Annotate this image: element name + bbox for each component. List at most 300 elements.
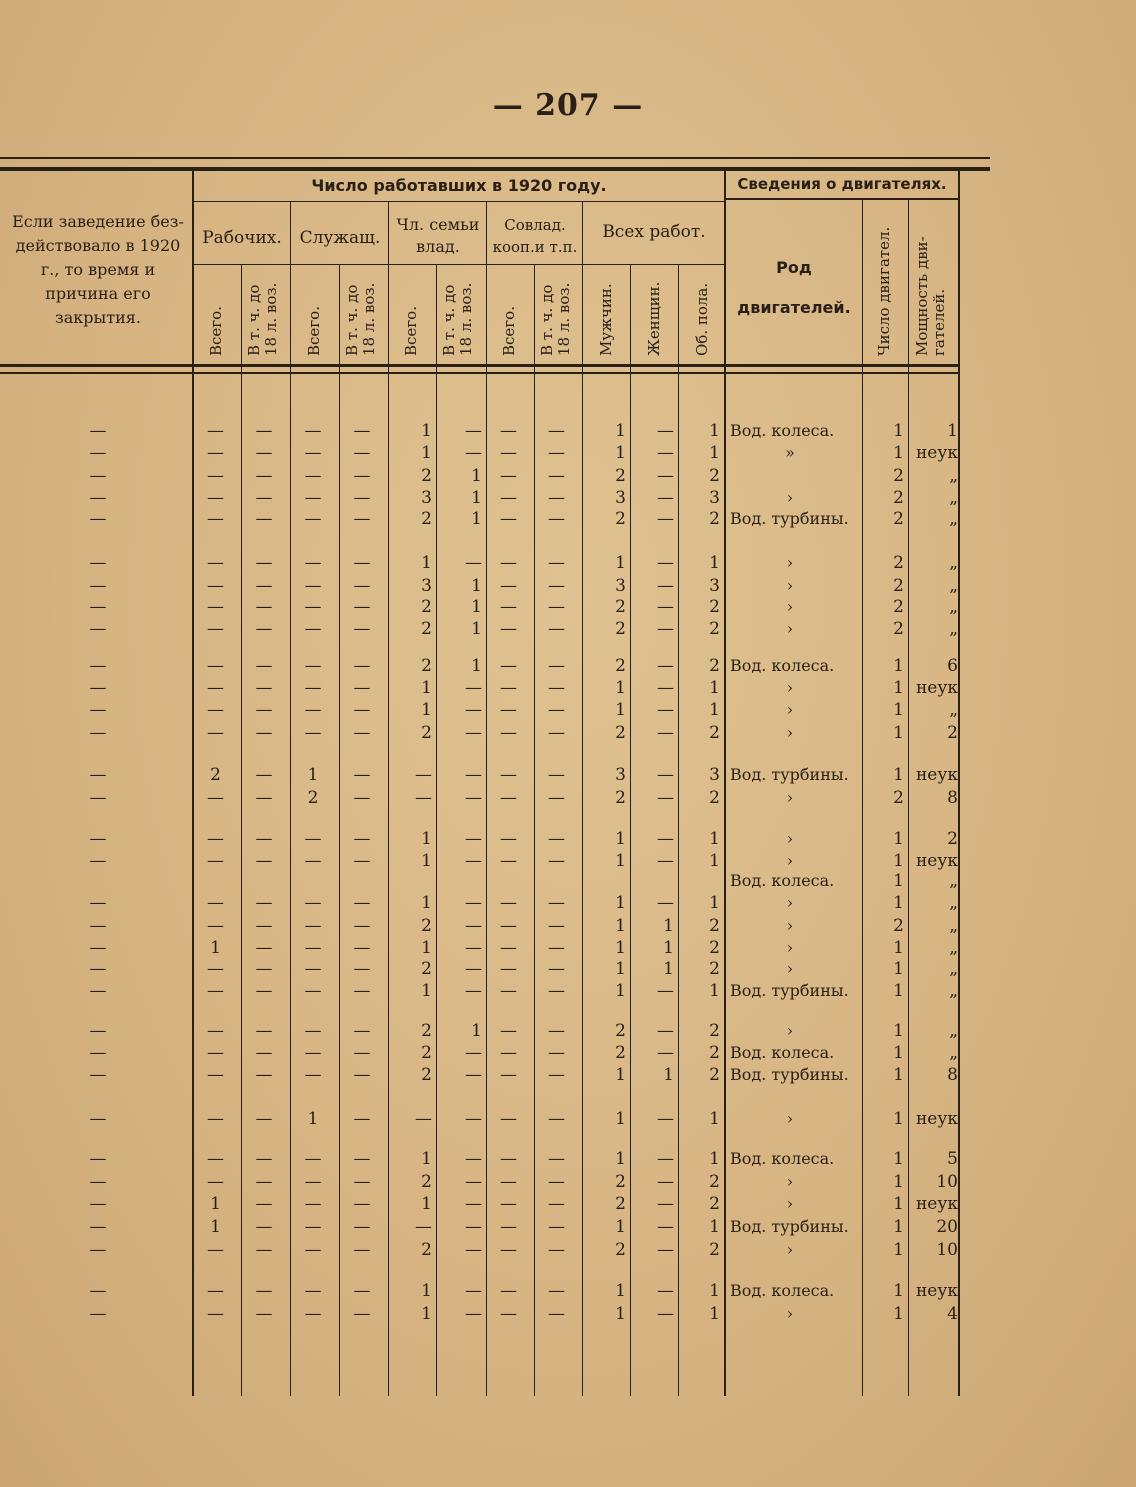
cell-family-minors: — — [465, 851, 482, 871]
cell-employees-total: — — [304, 1043, 322, 1063]
cell-workers-total: — — [207, 1240, 224, 1260]
cell-women: — — [657, 509, 674, 529]
cell-employees-total: — — [304, 1149, 322, 1169]
cell-engine-kind: › — [786, 700, 794, 719]
cell-employees-total: — — [304, 656, 322, 676]
cell-coop-minors: — — [548, 597, 565, 617]
cell-men: 1 — [615, 700, 626, 720]
cell-women: 1 — [663, 916, 674, 936]
cell-both: 1 — [709, 1281, 720, 1301]
cell-family-total: 1 — [421, 421, 432, 441]
cell-engine-kind: › — [786, 1021, 794, 1040]
cell-women: — — [657, 1021, 674, 1041]
cell-employees-total: — — [304, 916, 322, 936]
cell-men: 2 — [615, 1172, 626, 1192]
cell-closed: — — [89, 1065, 107, 1085]
cell-engine-kind: Вод. турбины. — [730, 1065, 849, 1084]
cell-engine-kind: › — [786, 597, 794, 616]
cell-employees-minors: — — [353, 981, 371, 1001]
cell-engine-count: 1 — [893, 1109, 904, 1129]
cell-closed: — — [89, 723, 107, 743]
cell-engine-kind: › — [786, 916, 794, 935]
cell-family-minors: — — [465, 893, 482, 913]
cell-women: — — [657, 678, 674, 698]
cell-engine-kind: › — [786, 1304, 794, 1323]
cell-engine-count: 2 — [893, 509, 904, 529]
cell-employees-total: — — [304, 938, 322, 958]
cell-family-total: 1 — [421, 851, 432, 871]
cell-women: — — [657, 1217, 674, 1237]
cell-workers-total: — — [207, 1304, 224, 1324]
cell-family-minors: — — [465, 1149, 482, 1169]
cell-family-minors: 1 — [471, 1021, 482, 1041]
cell-workers-minors: — — [255, 443, 273, 463]
top-rule-bold — [0, 167, 990, 171]
cell-women: — — [657, 656, 674, 676]
cell-employees-minors: — — [353, 619, 371, 639]
cell-family-total: 2 — [421, 1043, 432, 1063]
cell-engine-power: 10 — [936, 1240, 958, 1260]
cell-engine-power: „ — [949, 509, 958, 529]
cell-engine-power: 2 — [947, 723, 958, 743]
cell-closed: — — [89, 938, 107, 958]
cell-both: 1 — [709, 443, 720, 463]
cell-employees-total: 2 — [307, 788, 319, 808]
cell-family-minors: — — [465, 1065, 482, 1085]
cell-employees-minors: — — [353, 788, 371, 808]
cell-engine-power: неук — [915, 1194, 958, 1214]
cell-engine-power: „ — [949, 893, 958, 913]
cell-men: 2 — [615, 466, 626, 486]
cell-family-minors: — — [465, 678, 482, 698]
cell-family-total: 1 — [421, 829, 432, 849]
cell-closed: — — [89, 893, 107, 913]
header-women: Женщин. — [645, 281, 663, 356]
cell-family-total: 3 — [421, 576, 432, 596]
cell-employees-minors: — — [353, 829, 371, 849]
cell-workers-minors: — — [255, 576, 273, 596]
cell-women: — — [657, 597, 674, 617]
cell-family-minors: — — [465, 421, 482, 441]
cell-women: — — [657, 576, 674, 596]
cell-coop-minors: — — [548, 1172, 565, 1192]
cell-employees-total: — — [304, 1240, 322, 1260]
cell-women: 1 — [663, 1065, 674, 1085]
cell-workers-minors: — — [255, 1194, 273, 1214]
cell-coop-minors: — — [548, 488, 565, 508]
cell-family-total: 2 — [421, 597, 432, 617]
cell-employees-total: — — [304, 959, 322, 979]
cell-employees-total: 1 — [307, 765, 319, 785]
cell-family-minors: 1 — [471, 509, 482, 529]
cell-workers-minors: — — [255, 1109, 273, 1129]
cell-coop-minors: — — [548, 1043, 565, 1063]
cell-coop-total: — — [500, 1172, 517, 1192]
cell-women: — — [657, 488, 674, 508]
cell-employees-total: — — [304, 1304, 322, 1324]
cell-workers-total: — — [207, 553, 224, 573]
cell-engine-power: „ — [949, 700, 958, 720]
cell-workers-total: — — [207, 488, 224, 508]
cell-men: 1 — [615, 1281, 626, 1301]
cell-both: 2 — [709, 1194, 720, 1214]
cell-coop-minors: — — [548, 1065, 565, 1085]
cell-women: — — [657, 421, 674, 441]
cell-men: 1 — [615, 893, 626, 913]
cell-family-total: 1 — [421, 1149, 432, 1169]
header-minors: В т. ч. до 18 л. воз. — [245, 282, 280, 356]
cell-coop-total: — — [500, 829, 517, 849]
header-engine-power: Мощность дви-гателей. — [913, 236, 948, 356]
cell-family-total: 2 — [421, 619, 432, 639]
cell-both: 1 — [709, 553, 720, 573]
cell-engine-count: 2 — [893, 466, 904, 486]
cell-engine-power: „ — [949, 488, 958, 508]
cell-closed: — — [89, 421, 107, 441]
cell-workers-total: — — [207, 619, 224, 639]
cell-coop-minors: — — [548, 678, 565, 698]
header-rule — [0, 364, 960, 367]
cell-employees-minors: — — [353, 656, 371, 676]
cell-engine-power: „ — [949, 938, 958, 958]
cell-employees-total: — — [304, 443, 322, 463]
cell-family-total: 2 — [421, 1021, 432, 1041]
cell-engine-count: 1 — [893, 656, 904, 676]
cell-both: 1 — [709, 851, 720, 871]
cell-engine-kind: › — [786, 959, 794, 978]
cell-engine-count: 1 — [893, 981, 904, 1001]
cell-workers-total: 2 — [210, 765, 221, 785]
cell-workers-total: — — [207, 421, 224, 441]
cell-men: 1 — [615, 1065, 626, 1085]
cell-workers-total: — — [207, 959, 224, 979]
cell-engine-kind: Вод. колеса. — [730, 656, 835, 675]
cell-both: 1 — [709, 421, 720, 441]
cell-employees-minors: — — [353, 576, 371, 596]
cell-men: 1 — [615, 678, 626, 698]
cell-workers-minors: — — [255, 959, 273, 979]
cell-family-total: 2 — [421, 509, 432, 529]
cell-workers-total: — — [207, 1021, 224, 1041]
cell-employees-minors: — — [353, 443, 371, 463]
cell-engine-kind: › — [786, 576, 794, 595]
cell-employees-total: — — [304, 1065, 322, 1085]
cell-both: 3 — [709, 488, 720, 508]
cell-men: 2 — [615, 1043, 626, 1063]
cell-engine-power: 6 — [947, 656, 958, 676]
cell-closed: — — [89, 1109, 107, 1129]
cell-women: — — [657, 466, 674, 486]
cell-engine-power: 8 — [947, 788, 958, 808]
cell-coop-minors: — — [548, 553, 565, 573]
cell-both: 2 — [709, 619, 720, 639]
cell-family-total: 2 — [421, 959, 432, 979]
cell-family-total: 3 — [421, 488, 432, 508]
cell-engine-count: 2 — [893, 788, 904, 808]
cell-coop-total: — — [500, 723, 517, 743]
cell-men: 2 — [615, 619, 626, 639]
cell-workers-total: — — [207, 576, 224, 596]
cell-both: 1 — [709, 1149, 720, 1169]
cell-employees-total: — — [304, 488, 322, 508]
cell-workers-total: — — [207, 678, 224, 698]
cell-women: 1 — [663, 938, 674, 958]
cell-family-minors: — — [465, 1172, 482, 1192]
cell-coop-minors: — — [548, 1149, 565, 1169]
cell-employees-minors: — — [353, 509, 371, 529]
cell-coop-minors: — — [548, 466, 565, 486]
cell-family-total: 2 — [421, 1065, 432, 1085]
cell-engine-kind: Вод. колеса. — [730, 1281, 835, 1300]
cell-engine-power: „ — [949, 553, 958, 573]
cell-engine-power: 4 — [947, 1304, 958, 1324]
cell-employees-total: — — [304, 851, 322, 871]
cell-engine-power: неук — [915, 678, 958, 698]
header-minors: В т. ч. до 18 л. воз. — [343, 282, 378, 356]
cell-workers-minors: — — [255, 656, 273, 676]
cell-engine-count: 1 — [893, 1281, 904, 1301]
cell-workers-minors: — — [255, 851, 273, 871]
cell-both: 2 — [709, 1043, 720, 1063]
cell-men: 1 — [615, 553, 626, 573]
cell-engine-count: 1 — [893, 1065, 904, 1085]
cell-women: — — [657, 1172, 674, 1192]
cell-workers-minors: — — [255, 678, 273, 698]
cell-coop-total: — — [500, 678, 517, 698]
cell-closed: — — [89, 1043, 107, 1063]
cell-employees-minors: — — [353, 851, 371, 871]
cell-employees-minors: — — [353, 488, 371, 508]
cell-coop-total: — — [500, 959, 517, 979]
cell-coop-minors: — — [548, 788, 565, 808]
cell-coop-total: — — [500, 488, 517, 508]
header-workers: Рабочих. — [202, 228, 282, 248]
cell-coop-minors: — — [548, 1240, 565, 1260]
top-rule — [0, 157, 990, 159]
cell-coop-total: — — [500, 1109, 517, 1129]
cell-women: — — [657, 1304, 674, 1324]
cell-workers-minors: — — [255, 765, 273, 785]
cell-closed: — — [89, 916, 107, 936]
cell-women: — — [657, 1043, 674, 1063]
cell-men: 2 — [615, 509, 626, 529]
cell-both: 1 — [709, 1109, 720, 1129]
header-engines-title: Сведения о двигателях. — [737, 175, 947, 193]
header-all: Всех работ. — [602, 222, 706, 242]
cell-closed: — — [89, 576, 107, 596]
cell-coop-minors: — — [548, 700, 565, 720]
cell-both: 2 — [709, 1240, 720, 1260]
cell-closed: — — [89, 1194, 107, 1214]
cell-both: 2 — [709, 938, 720, 958]
cell-workers-minors: — — [255, 916, 273, 936]
cell-family-total: 2 — [421, 1240, 432, 1260]
cell-engine-count: 1 — [893, 765, 904, 785]
cell-men: 1 — [615, 1149, 626, 1169]
cell-family-total: 2 — [421, 916, 432, 936]
cell-workers-total: — — [207, 916, 224, 936]
cell-family-total: 1 — [421, 981, 432, 1001]
cell-engine-count: 2 — [893, 916, 904, 936]
cell-both: 2 — [709, 656, 720, 676]
cell-coop-total: — — [500, 938, 517, 958]
cell-workers-minors: — — [255, 597, 273, 617]
cell-employees-total: — — [304, 723, 322, 743]
cell-engine-count: 2 — [893, 597, 904, 617]
cell-women: — — [657, 700, 674, 720]
cell-family-minors: — — [465, 1240, 482, 1260]
cell-employees-total: — — [304, 553, 322, 573]
cell-family-minors: 1 — [471, 576, 482, 596]
cell-family-minors: — — [465, 938, 482, 958]
cell-closed: — — [89, 619, 107, 639]
cell-coop-total: — — [500, 1043, 517, 1063]
cell-closed: — — [89, 1021, 107, 1041]
cell-family-minors: — — [465, 553, 482, 573]
cell-employees-minors: — — [353, 1149, 371, 1169]
cell-engine-kind: › — [786, 678, 794, 697]
cell-engine-power: неук — [915, 765, 958, 785]
cell-workers-minors: — — [255, 1217, 273, 1237]
cell-coop-minors: — — [548, 981, 565, 1001]
cell-employees-minors: — — [353, 421, 371, 441]
cell-workers-minors: — — [255, 1281, 273, 1301]
cell-engine-count: 1 — [893, 1240, 904, 1260]
cell-workers-minors: — — [255, 1240, 273, 1260]
cell-workers-minors: — — [255, 1304, 273, 1324]
cell-family-minors: 1 — [471, 656, 482, 676]
cell-men: 1 — [615, 959, 626, 979]
cell-employees-minors: — — [353, 1194, 371, 1214]
cell-coop-total: — — [500, 597, 517, 617]
page-number: — 207 — — [492, 88, 644, 123]
cell-coop-total: — — [500, 1194, 517, 1214]
cell-employees-total: — — [304, 700, 322, 720]
cell-coop-minors: — — [548, 916, 565, 936]
cell-women: — — [657, 443, 674, 463]
cell-family-total: 1 — [421, 1281, 432, 1301]
cell-coop-total: — — [500, 1021, 517, 1041]
cell-closed: — — [89, 1172, 107, 1192]
cell-engine-kind: › — [786, 488, 794, 507]
cell-employees-total: — — [304, 466, 322, 486]
cell-coop-minors: — — [548, 509, 565, 529]
cell-workers-total: — — [207, 851, 224, 871]
cell-coop-total: — — [500, 1149, 517, 1169]
cell-engine-kind: › — [786, 553, 794, 572]
cell-engine-count: 1 — [893, 938, 904, 958]
cell-coop-minors: — — [548, 959, 565, 979]
cell-employees-minors: — — [353, 466, 371, 486]
cell-engine-count: 1 — [893, 893, 904, 913]
cell-engine-count: 1 — [893, 1149, 904, 1169]
cell-family-minors: — — [465, 1043, 482, 1063]
cell-workers-minors: — — [255, 700, 273, 720]
cell-men: 2 — [615, 723, 626, 743]
cell-engine-kind: › — [786, 938, 794, 957]
cell-both: 2 — [709, 509, 720, 529]
cell-men: 2 — [615, 788, 626, 808]
cell-both: 3 — [709, 765, 720, 785]
cell-engine-power: „ — [949, 466, 958, 486]
cell-employees-total: — — [304, 981, 322, 1001]
cell-workers-minors: — — [255, 488, 273, 508]
cell-family-minors: — — [465, 788, 482, 808]
header-both: Об. пола. — [693, 282, 711, 356]
cell-family-minors: — — [465, 959, 482, 979]
cell-coop-minors: — — [548, 851, 565, 871]
cell-family-total: 2 — [421, 656, 432, 676]
cell-women: — — [657, 765, 674, 785]
cell-men: 1 — [615, 829, 626, 849]
header-engine-count: Число двигател. — [875, 226, 893, 356]
header-total: Всего. — [500, 306, 518, 356]
cell-closed: — — [89, 488, 107, 508]
cell-engine-kind: › — [786, 619, 794, 638]
cell-closed: — — [89, 981, 107, 1001]
cell-workers-minors: — — [255, 981, 273, 1001]
cell-employees-minors: — — [353, 1172, 371, 1192]
cell-employees-total: — — [304, 576, 322, 596]
cell-engine-count: 1 — [893, 959, 904, 979]
cell-engine-kind: › — [786, 1240, 794, 1259]
cell-coop-total: — — [500, 656, 517, 676]
cell-engine-kind: Вод. турбины. — [730, 1217, 849, 1236]
cell-family-total: — — [415, 765, 432, 785]
header-family: Чл. семьи влад. — [396, 215, 480, 256]
cell-coop-minors: — — [548, 421, 565, 441]
cell-workers-minors: — — [255, 788, 273, 808]
cell-coop-total: — — [500, 1240, 517, 1260]
cell-coop-total: — — [500, 765, 517, 785]
cell-employees-minors: — — [353, 1021, 371, 1041]
cell-men: 1 — [615, 1217, 626, 1237]
cell-family-total: 1 — [421, 1194, 432, 1214]
cell-coop-total: — — [500, 981, 517, 1001]
cell-family-minors: — — [465, 1109, 482, 1129]
cell-coop-total: — — [500, 851, 517, 871]
cell-men: 2 — [615, 1021, 626, 1041]
cell-both: 2 — [709, 916, 720, 936]
cell-workers-minors: — — [255, 619, 273, 639]
cell-engine-count: 1 — [893, 723, 904, 743]
cell-workers-total: — — [207, 829, 224, 849]
cell-employees-minors: — — [353, 1065, 371, 1085]
cell-coop-total: — — [500, 893, 517, 913]
cell-family-minors: — — [465, 1194, 482, 1214]
cell-coop-total: — — [500, 1217, 517, 1237]
cell-employees-minors: — — [353, 1281, 371, 1301]
cell-coop-total: — — [500, 553, 517, 573]
cell-employees-minors: — — [353, 1217, 371, 1237]
cell-both: 1 — [709, 1304, 720, 1324]
cell-employees-total: — — [304, 597, 322, 617]
cell-both: 2 — [709, 1172, 720, 1192]
cell-family-total: 2 — [421, 466, 432, 486]
cell-engine-kind: Вод. колеса. — [730, 1043, 835, 1062]
cell-coop-minors: — — [548, 1281, 565, 1301]
cell-coop-total: — — [500, 700, 517, 720]
cell-family-total: 1 — [421, 938, 432, 958]
cell-closed: — — [89, 829, 107, 849]
cell-workers-total: — — [207, 509, 224, 529]
cell-coop-minors: — — [548, 723, 565, 743]
cell-engine-power: „ — [949, 619, 958, 639]
cell-employees-minors: — — [353, 959, 371, 979]
cell-men: 3 — [615, 488, 626, 508]
cell-family-minors: — — [465, 981, 482, 1001]
cell-both: 1 — [709, 700, 720, 720]
